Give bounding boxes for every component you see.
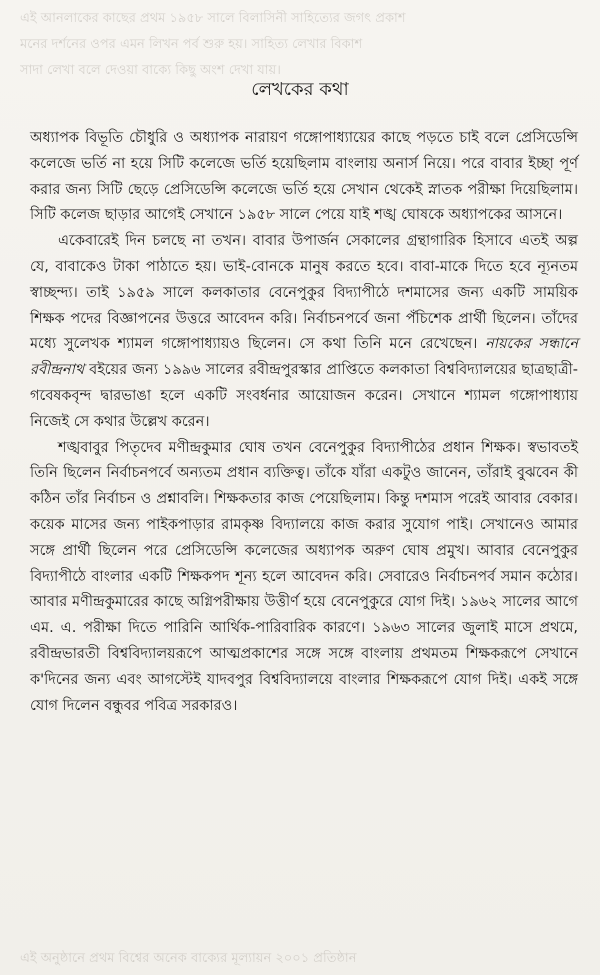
- paragraph-text: একেবারেই দিন চলছে না তখন। বাবার উপার্জন সেকালের গ্রন্থাগারিক হিসাবে এতই অল্প যে, বাবাকেও টাকা পাঠাতে হয়। ভাই-বোনকে মানুষ করতে হবে। বাবা-মাকে দিতে হবে ন্যূনতম স্বাচ্ছন্দ্য। তাই ১৯৫৯ সালে কলকাতার বেনেপুকুর বিদ্যাপীঠে দশমাসের জন্য একটি সাময়িক শিক্ষক পদের বিজ্ঞাপনের উত্তরে আবেদন করি। নির্বাচনপর্বে জনা পঁচিশেক প্রার্থী ছিলেন। তাঁদের মধ্যে সুলেখক শ্যামল গঙ্গোপাধ্যায়ও ছিলেন। সে কথা তিনি মনে রেখেছেন।: [30, 233, 578, 353]
- paragraph-text: বইয়ের জন্য ১৯৯৬ সালের রবীন্দ্রপুরস্কার প্রাপ্তিতে কলকাতা বিশ্ববিদ্যালয়ের ছাত্রছাত্রী-গবেষকবৃন্দ দ্বারভাঙা হলে একটি সংবর্ধনার আয়োজন করেন। সেখানে শ্যামল গঙ্গোপাধ্যায় নিজেই সে কথার উল্লেখ করেন।: [30, 362, 578, 430]
- bleed-line: সাদা লেখা বলে দেওয়া বাক্যে কিছু অংশ দেখা যায়।: [20, 63, 281, 78]
- paragraph-1: [30, 126, 578, 229]
- paragraph-3: [30, 436, 578, 720]
- paragraph-text: শঙ্খবাবুর পিতৃদেব মণীন্দ্রকুমার ঘোষ তখন বেনেপুকুর বিদ্যাপীঠের প্রধান শিক্ষক। স্বভাবতই তিনি ছিলেন নির্বাচনপর্বে অন্যতম প্রধান ব্যক্তিত্ব। তাঁকে যাঁরা একটুও জানেন, তাঁরাই বুঝবেন কী কঠিন তাঁর নির্বাচন ও প্রশ্নাবলি। শিক্ষকতার কাজ পেয়েছিলাম। কিন্তু দশমাস পরেই আবার বেকার। কয়েক মাসের জন্য পাইকপাড়ার রামকৃষ্ণ বিদ্যালয়ে কাজ করার সুযোগ পাই। সেখানেও আমার সঙ্গে প্রার্থী ছিলেন পরে প্রেসিডেন্সি কলেজের অধ্যাপক অরুণ ঘোষ প্রমুখ। আবার বেনেপুকুর বিদ্যাপীঠে বাংলার একটি শিক্ষকপদ শূন্য হলে আবেদন করি। সেবারেও নির্বাচনপর্ব সমান কঠোর। আবার মণীন্দ্রকুমারের কাছে অগ্নিপরীক্ষায় উত্তীর্ণ হয়ে বেনেপুকুরে যোগ দিই। ১৯৬২ সালের আগে এম. এ. পরীক্ষা দিতে পারিনি আর্থিক-পারিবারিক কারণে। ১৯৬৩ সালের জুলাই মাসে প্রথমে, রবীন্দ্রভারতী বিশ্ববিদ্যালয়রূপে আত্মপ্রকাশের সঙ্গে সঙ্গে বাংলায় প্রথমতম শিক্ষকরূপে সেখানে ক'দিনের জন্য এবং আগস্টেই যাদবপুর বিশ্ববিদ্যালয়ে বাংলার শিক্ষকরূপে যোগ দিই। একই সঙ্গে যোগ দিলেন বন্ধুবর পবিত্র সরকারও।: [30, 439, 578, 714]
- italic-book-title: নায়কের সন্ধানে রবীন্দ্রনাথ: [30, 336, 578, 379]
- bleed-line: এই অনুষ্ঠানে প্রথম বিশ্বের অনেক বাক্যের মূল্যায়ন ২০০১ প্রতিষ্ঠান: [20, 951, 357, 966]
- bleed-through-text-bottom: [20, 946, 580, 972]
- bleed-through-text-top: [20, 6, 580, 84]
- body-text: [30, 126, 578, 719]
- bleed-line: মনের দর্শনের ওপর এমন লিখন পর্ব শুরু হয়। সাহিত্য লেখার বিকাশ: [20, 37, 363, 52]
- bleed-line: এই আনলাকের কাছের প্রথম ১৯৫৮ সালে বিলাসিনী সাহিত্যের জগৎ প্রকাশ: [20, 11, 406, 26]
- paragraph-2: [30, 229, 578, 435]
- paragraph-text: অধ্যাপক বিভূতি চৌধুরি ও অধ্যাপক নারায়ণ গঙ্গোপাধ্যায়ের কাছে পড়তে চাই বলে প্রেসিডেন্সি কলেজে ভর্তি না হয়ে সিটি কলেজে ভর্তি হয়েছিলাম বাংলায় অনার্স নিয়ে। পরে বাবার ইচ্ছা পূর্ণ করার জন্য সিটি ছেড়ে প্রেসিডেন্সি কলেজে ভর্তি হয়ে সেখান থেকেই স্নাতক পরীক্ষা দিয়েছিলাম। সিটি কলেজ ছাড়ার আগেই সেখানে ১৯৫৮ সালে পেয়ে যাই শঙ্খ ঘোষকে অধ্যাপকের আসনে।: [30, 130, 578, 224]
- page-title: লেখকের কথা: [251, 79, 349, 100]
